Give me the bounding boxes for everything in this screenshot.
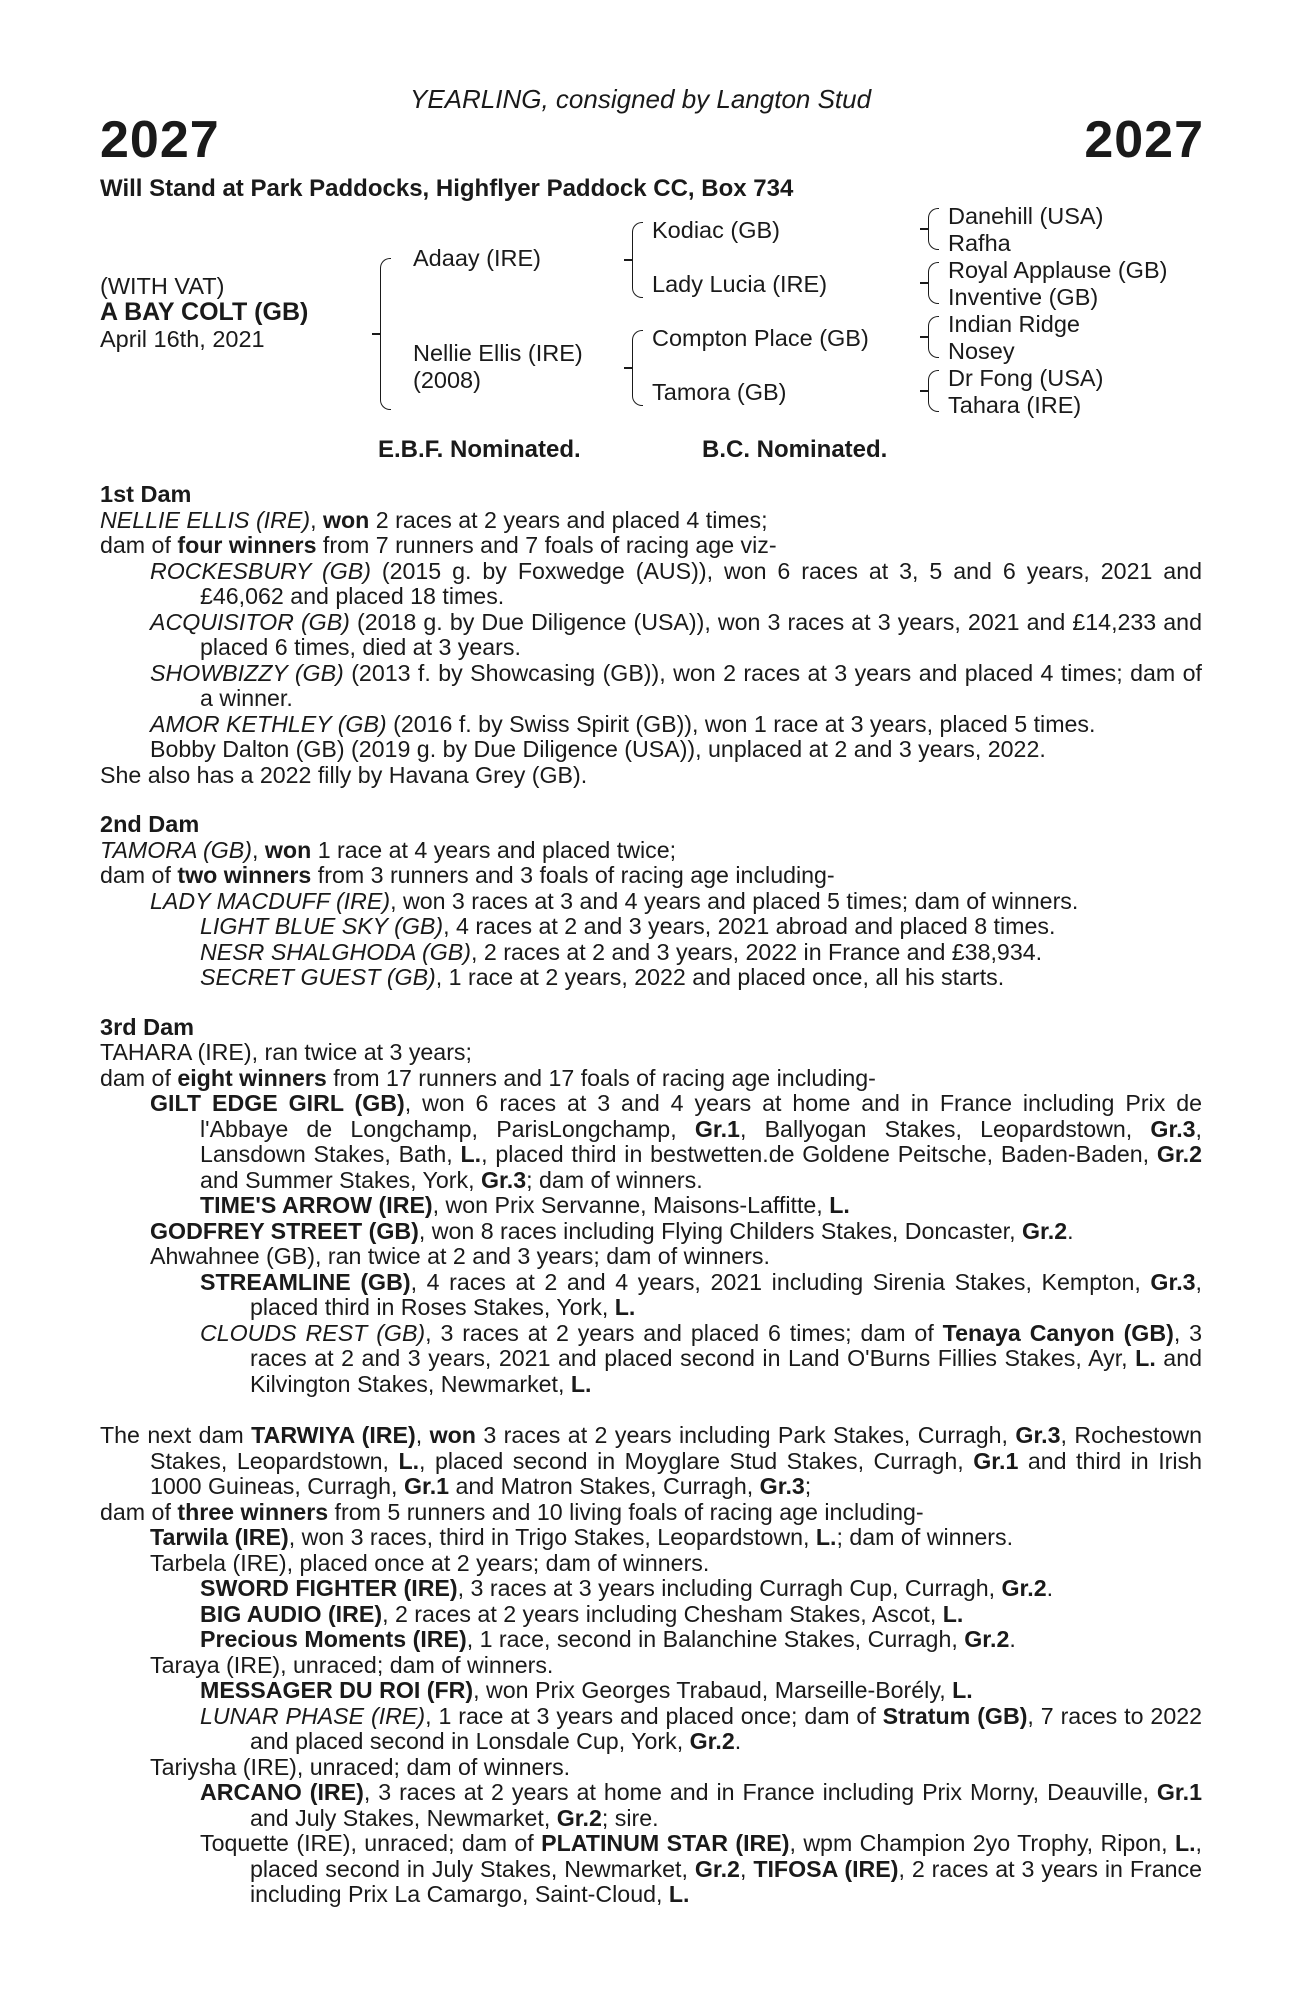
consignment-subtitle: YEARLING, consigned by Langton Stud [410,84,872,114]
pedigree-bracket-dam [632,330,643,406]
section-heading-2nd-dam: 2nd Dam [100,811,200,837]
dam2-summary: TAMORA (GB), won 1 race at 4 years and placed twice; [100,836,677,863]
dam3-clouds-rest: CLOUDS REST (GB), 3 races at 2 years and placed 6 times; dam of Tenaya Canyon (GB), 3 races at 2 and 3 years, 2021 and placed second in Land O'Burns Fillies Stakes, Ayr, L. and Kilvington Stakes, Newmarket, L. [200,1319,1203,1397]
dam2-grandchild-2: NESR SHALGHODA (GB), 2 races at 2 and 3 years, 2022 in France and £38,934. [200,938,1043,965]
next-lunar-phase: LUNAR PHASE (IRE), 1 race at 3 years and placed once; dam of Stratum (GB), 7 races to 2022 and placed second in Lonsdale Cup, York, Gr.2. [200,1702,1203,1754]
pedigree-bracket-g3-4 [928,370,939,412]
catalogue-body [100,482,1202,1908]
next-sword-fighter: SWORD FIGHTER (IRE), 3 races at 3 years including Curragh Cup, Curragh, Gr.2. [200,1575,1054,1601]
grandparent-1: Danehill (USA) [948,203,1104,229]
foaling-date: April 16th, 2021 [100,326,265,352]
next-tarbela: Tarbela (IRE), placed once at 2 years; dam of winners. [150,1549,710,1576]
dam-year: (2008) [413,367,481,393]
dam2-offspring-1: LADY MACDUFF (IRE), won 3 races at 3 and 4 years and placed 5 times; dam of winners. [150,887,1079,914]
ebf-nomination: E.B.F. Nominated. [378,436,581,463]
bc-nomination: B.C. Nominated. [702,436,888,463]
dam-sire: Compton Place (GB) [652,325,869,351]
pedigree-bracket-g3-3 [928,316,939,358]
dam1-offspring-1: ROCKESBURY (GB) (2015 g. by Foxwedge (AUS)), won 6 races at 3, 5 and 6 years, 2021 and £46,062 and placed 18 times. [150,557,1202,609]
horse-name: A BAY COLT (GB) [100,298,309,326]
dam1-summary: NELLIE ELLIS (IRE), won 2 races at 2 years and placed 4 times; [100,506,768,533]
grandparent-7: Dr Fong (USA) [948,365,1104,391]
grandparent-6: Nosey [948,338,1015,364]
dam3-times-arrow: TIME'S ARROW (IRE), won Prix Servanne, Maisons-Laffitte, L. [200,1192,850,1218]
sire-name: Adaay (IRE) [413,245,541,271]
dam1-offspring-5: Bobby Dalton (GB) (2019 g. by Due Diligence (USA)), unplaced at 2 and 3 years, 2022. [150,736,1046,762]
grandparent-3: Royal Applause (GB) [948,257,1168,283]
sire-dam: Lady Lucia (IRE) [652,271,828,297]
dam-dam: Tamora (GB) [652,379,787,405]
grandparent-8: Tahara (IRE) [948,392,1082,418]
dam3-godfrey-street: GODFREY STREET (GB), won 8 races including Flying Childers Stakes, Doncaster, Gr.2. [150,1217,1074,1244]
dam-name: Nellie Ellis (IRE) [413,340,583,366]
dam3-summary: TAHARA (IRE), ran twice at 3 years; [100,1039,472,1065]
next-big-audio: BIG AUDIO (IRE), 2 races at 2 years including Chesham Stakes, Ascot, L. [200,1600,964,1627]
grandparent-2: Rafha [948,230,1011,256]
next-dam-summary: The next dam TARWIYA (IRE), won 3 races at 2 years including Park Stakes, Curragh, Gr.3, Rochestown Stakes, Leopardstown, L., placed second in Moyglare Stud Stakes, Curragh, Gr.1 and third in Irish 1000 Guineas, Curragh, Gr.1 and Matron Stakes, Curragh, Gr.3; [100,1422,1202,1499]
next-precious-moments: Precious Moments (IRE), 1 race, second in Balanchine Stakes, Curragh, Gr.2. [200,1626,1016,1652]
lot-number-left: 2027 [100,111,220,169]
next-messager-du-roi: MESSAGER DU ROI (FR), won Prix Georges Trabaud, Marseille-Borély, L. [200,1677,973,1703]
dam2-grandchild-1: LIGHT BLUE SKY (GB), 4 races at 2 and 3 years, 2021 abroad and placed 8 times. [200,913,1056,939]
next-toquette: Toquette (IRE), unraced; dam of PLATINUM STAR (IRE), wpm Champion 2yo Trophy, Ripon, L., placed second in July Stakes, Newmarket, Gr.2, TIFOSA (IRE), 2 races at 3 years in France including Prix La Camargo, Saint-Cloud, L. [200,1830,1202,1907]
dam3-streamline: STREAMLINE (GB), 4 races at 2 and 4 years, 2021 including Sirenia Stakes, Kempton, Gr.3, placed third in Roses Stakes, York, L. [200,1268,1202,1320]
pedigree-bracket-main [380,258,391,410]
pedigree-bracket-g3-1 [928,208,939,250]
lot-number-right: 2027 [1084,111,1204,169]
next-taraya: Taraya (IRE), unraced; dam of winners. [150,1651,554,1678]
dam1-produce: dam of four winners from 7 runners and 7 foals of racing age viz- [100,532,777,558]
dam3-ahwahnee: Ahwahnee (GB), ran twice at 2 and 3 years; dam of winners. [150,1243,770,1269]
stand-location: Will Stand at Park Paddocks, Highflyer Paddock CC, Box 734 [100,175,794,202]
grandparent-5: Indian Ridge [948,311,1080,337]
dam3-produce: dam of eight winners from 17 runners and 17 foals of racing age including- [100,1064,876,1091]
next-tariysha: Tariysha (IRE), unraced; dam of winners. [150,1753,571,1780]
next-dam-produce: dam of three winners from 5 runners and 10 living foals of racing age including- [100,1498,924,1525]
next-tarwila: Tarwila (IRE), won 3 races, third in Trigo Stakes, Leopardstown, L.; dam of winners. [150,1524,1014,1550]
section-heading-3rd-dam: 3rd Dam [100,1013,195,1040]
dam2-produce: dam of two winners from 3 runners and 3 foals of racing age including- [100,862,835,888]
sire-sire: Kodiac (GB) [652,217,780,243]
dam2-grandchild-3: SECRET GUEST (GB), 1 race at 2 years, 2022 and placed once, all his starts. [200,964,1005,990]
pedigree-bracket-g3-2 [928,262,939,304]
dam1-offspring-3: SHOWBIZZY (GB) (2013 f. by Showcasing (GB)), won 2 races at 3 years and placed 4 times; dam of a winner. [150,659,1202,711]
vat-note: (WITH VAT) [100,273,225,299]
pedigree-bracket-sire [632,222,643,298]
next-arcano: ARCANO (IRE), 3 races at 2 years at home and in France including Prix Morny, Deauville, Gr.1 and July Stakes, Newmarket, Gr.2; sire. [200,1779,1202,1831]
grandparent-4: Inventive (GB) [948,284,1099,310]
section-heading-1st-dam: 1st Dam [100,481,192,507]
dam1-offspring-6: She also has a 2022 filly by Havana Grey (GB). [100,761,588,788]
dam3-gilt-edge-girl: GILT EDGE GIRL (GB), won 6 races at 3 and 4 years at home and in France including Prix de l'Abbaye de Longchamp, ParisLongchamp, Gr.1, Ballyogan Stakes, Leopardstown, Gr.3, Lansdown Stakes, Bath, L., placed third in bestwetten.de Goldene Peitsche, Baden-Baden, Gr.2 and Summer Stakes, York, Gr.3; dam of winners. [150,1090,1202,1193]
dam1-offspring-2: ACQUISITOR (GB) (2018 g. by Due Diligence (USA)), won 3 races at 3 years, 2021 and £14,233 and placed 6 times, died at 3 years. [150,608,1202,660]
dam1-offspring-4: AMOR KETHLEY (GB) (2016 f. by Swiss Spirit (GB)), won 1 race at 3 years, placed 5 times. [150,710,1096,737]
